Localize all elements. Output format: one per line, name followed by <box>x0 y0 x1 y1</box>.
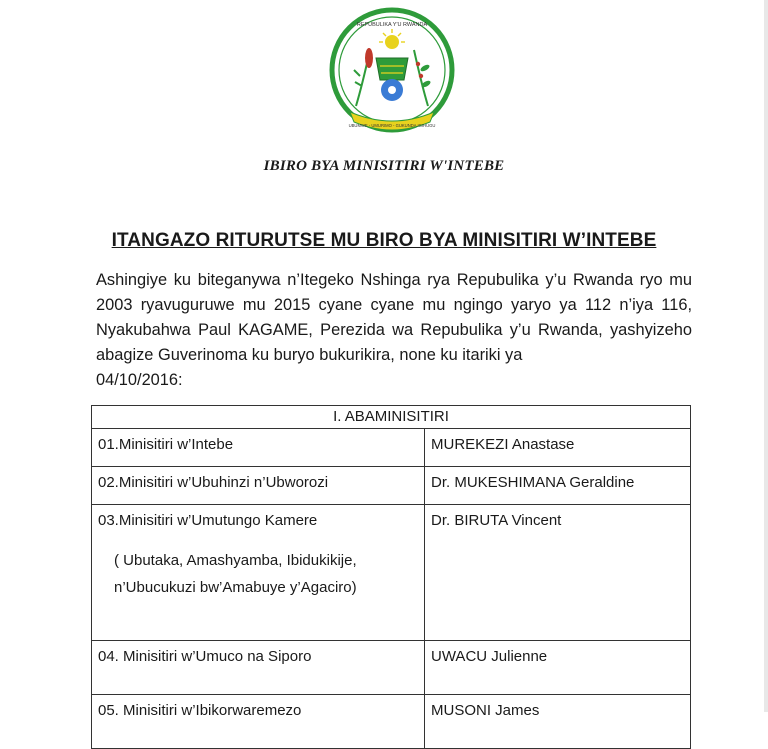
announcement-title: ITANGAZO RITURUTSE MU BIRO BYA MINISITIRI W’INTEBE <box>111 230 657 251</box>
role-title: Minisitiri w’Ibikorwaremezo <box>123 702 302 719</box>
intro-body: Ashingiye ku biteganywa n’Itegeko Nshinga rya Repubulika y’u Rwanda ryo mu 2003 ryavuguruwe mu 2015 cyane cyane mu ngingo yaryo ya 112 n’iya 116, Nyakubahwa Paul KAGAME, Perezida wa Repubulika y’u Rwanda, yashyizeho abagize Guverinoma ku buryo bukurikira, none ku itariki ya <box>96 271 692 364</box>
role-title: Minisitiri w’Intebe <box>118 436 234 453</box>
seal-banner-top: REPUBULIKA Y'U RWANDA <box>356 22 428 28</box>
minister-name: UWACU Julienne <box>425 641 691 695</box>
section-header: I. ABAMINISITIRI <box>92 406 691 429</box>
minister-name: MUREKEZI Anastase <box>425 429 691 467</box>
role-title: Minisitiri w’Umuco na Siporo <box>123 648 312 665</box>
minister-name: Dr. MUKESHIMANA Geraldine <box>425 467 691 505</box>
rwanda-coat-of-arms-icon <box>326 6 458 138</box>
role-title: Minisitiri w’Umutungo Kamere <box>118 512 318 529</box>
row-number: 05. <box>98 702 124 719</box>
page-edge <box>764 0 768 712</box>
seal-banner-bottom: UBUMWE - UMURIMO - GUKUNDA IGIHUGU <box>348 123 436 128</box>
role-cell <box>92 467 425 505</box>
portfolio-note-line: n’Ubucukuzi bw’Amabuye y’Agaciro) <box>114 579 357 596</box>
intro-date-line: 04/10/2016: <box>96 371 183 389</box>
role-cell <box>92 695 425 749</box>
minister-name: MUSONI James <box>425 695 691 749</box>
minister-name: Dr. BIRUTA Vincent <box>425 505 691 641</box>
intro-paragraph <box>96 268 692 393</box>
role-cell <box>92 505 425 641</box>
table-row <box>92 505 691 641</box>
row-number: 01. <box>98 436 119 453</box>
role-title: Minisitiri w’Ubuhinzi n’Ubworozi <box>118 474 329 491</box>
office-name: IBIRO BYA MINISITIRI W'INTEBE <box>263 158 505 174</box>
row-number: 04. <box>98 648 124 665</box>
ministers-table <box>91 405 691 749</box>
role-cell <box>92 641 425 695</box>
row-number: 03. <box>98 512 119 529</box>
table-row <box>92 641 691 695</box>
table-row <box>92 467 691 505</box>
table-row <box>92 695 691 749</box>
portfolio-note-line: ( Ubutaka, Amashyamba, Ibidukikije, <box>114 552 357 569</box>
role-cell <box>92 429 425 467</box>
portfolio-note <box>98 547 418 601</box>
table-row <box>92 429 691 467</box>
row-number: 02. <box>98 474 119 491</box>
